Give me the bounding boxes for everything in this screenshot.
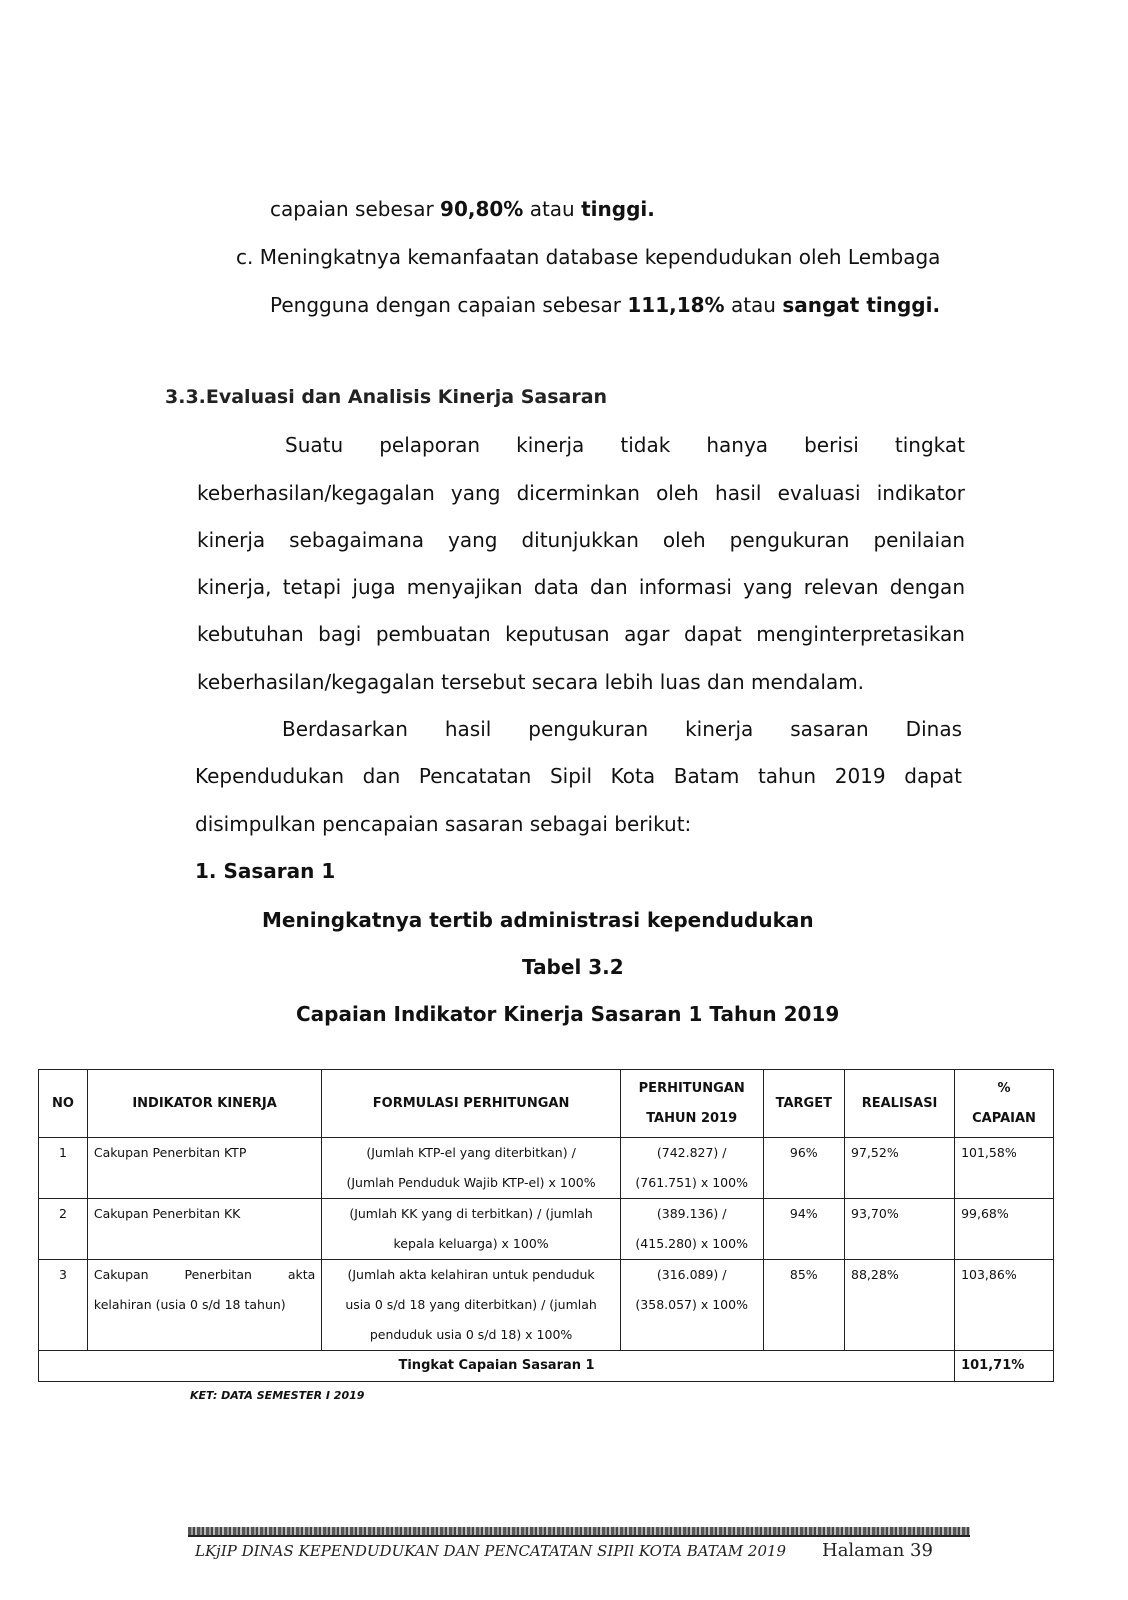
perhitungan-line: (742.827) / (656, 1145, 727, 1160)
footer-document-title: LKjIP DINAS KEPENDUDUKAN DAN PENCATATAN SIPIl KOTA BATAM 2019 (195, 1542, 787, 1560)
para1-line: keberhasilan/kegagalan yang dicerminkan oleh hasil evaluasi indikator (197, 481, 965, 505)
cell-target: 94% (763, 1199, 845, 1260)
list-item-sasaran-1: 1. Sasaran 1 (195, 859, 336, 883)
sasaran-subtitle: Meningkatnya tertib administrasi kependudukan (262, 908, 814, 932)
perhitungan-line: (389.136) / (656, 1206, 727, 1221)
para2-line: Berdasarkan hasil pengukuran kinerja sasaran Dinas (282, 717, 962, 741)
rating-bold: sangat tinggi. (782, 293, 941, 317)
table-label: Tabel 3.2 (522, 955, 624, 979)
intro-line-1 (270, 186, 655, 233)
header-capaian-line2: CAPAIAN (972, 1110, 1036, 1126)
cell-no: 2 (39, 1199, 88, 1260)
formulasi-line: (Jumlah akta kelahiran untuk penduduk (347, 1267, 595, 1282)
header-perhitungan-line2: TAHUN 2019 (646, 1110, 738, 1126)
text: Meningkatnya kemanfaatan database kependudukan oleh Lembaga (259, 245, 941, 269)
cell-realisasi: 97,52% (845, 1138, 955, 1199)
cell-perhitungan (620, 1260, 763, 1351)
para1-line: keberhasilan/kegagalan tersebut secara lebih luas dan mendalam. (197, 670, 865, 694)
cell-realisasi: 93,70% (845, 1199, 955, 1260)
header-realisasi: REALISASI (845, 1070, 955, 1138)
perhitungan-line: (761.751) x 100% (635, 1175, 748, 1190)
cell-capaian: 99,68% (955, 1199, 1054, 1260)
item-c-line-2 (270, 282, 940, 329)
formulasi-line: kepala keluarga) x 100% (393, 1236, 549, 1251)
indikator-line: Cakupan Penerbitan akta (93, 1267, 316, 1282)
formulasi-line: (Jumlah KTP-el yang diterbitkan) / (366, 1145, 576, 1160)
value-bold: 90,80% (440, 197, 524, 221)
para1-line: kinerja, tetapi juga menyajikan data dan informasi yang relevan dengan (197, 575, 965, 599)
item-c-line-1 (236, 234, 940, 281)
para1-line: Suatu pelaporan kinerja tidak hanya berisi tingkat (285, 433, 965, 457)
formulasi-line: (Jumlah KK yang di terbitkan) / (jumlah (349, 1206, 593, 1221)
header-perhitungan-line1: PERHITUNGAN (638, 1080, 745, 1096)
formulasi-line: usia 0 s/d 18 yang diterbitkan) / (jumlah (345, 1297, 597, 1312)
cell-formulasi (322, 1260, 621, 1351)
table-row (39, 1138, 1054, 1199)
cell-perhitungan (620, 1199, 763, 1260)
cell-formulasi (322, 1138, 621, 1199)
total-label: Tingkat Capaian Sasaran 1 (39, 1351, 955, 1382)
cell-indikator: Cakupan Penerbitan KTP (87, 1138, 321, 1199)
table-total-row (39, 1351, 1054, 1382)
cell-capaian: 103,86% (955, 1260, 1054, 1351)
cell-target: 85% (763, 1260, 845, 1351)
perhitungan-line: (358.057) x 100% (635, 1297, 748, 1312)
header-no: NO (39, 1070, 88, 1138)
header-formulasi: FORMULASI PERHITUNGAN (322, 1070, 621, 1138)
cell-target: 96% (763, 1138, 845, 1199)
cell-indikator (87, 1260, 321, 1351)
cell-formulasi (322, 1199, 621, 1260)
cell-indikator: Cakupan Penerbitan KK (87, 1199, 321, 1260)
text: atau (523, 197, 582, 221)
header-capaian-line1: % (997, 1080, 1011, 1096)
header-target: TARGET (763, 1070, 845, 1138)
header-perhitungan (620, 1070, 763, 1138)
total-value: 101,71% (955, 1351, 1054, 1382)
cell-perhitungan (620, 1138, 763, 1199)
rating-bold: tinggi. (581, 197, 655, 221)
table-row (39, 1260, 1054, 1351)
table-note: KET: DATA SEMESTER I 2019 (190, 1389, 365, 1402)
para1-line: kinerja sebagaimana yang ditunjukkan oleh pengukuran penilaian (197, 528, 965, 552)
table-header-row (39, 1070, 1054, 1138)
list-marker: c. (236, 245, 254, 269)
perhitungan-line: (316.089) / (656, 1267, 727, 1282)
cell-realisasi: 88,28% (845, 1260, 955, 1351)
cell-capaian: 101,58% (955, 1138, 1054, 1199)
header-indikator: INDIKATOR KINERJA (87, 1070, 321, 1138)
section-heading: 3.3.Evaluasi dan Analisis Kinerja Sasaran (165, 386, 608, 408)
table-title: Capaian Indikator Kinerja Sasaran 1 Tahun 2019 (296, 1002, 840, 1026)
formulasi-line: penduduk usia 0 s/d 18) x 100% (369, 1327, 573, 1342)
table-row (39, 1199, 1054, 1260)
footer-page-number: Halaman 39 (822, 1540, 933, 1561)
indikator-line: kelahiran (usia 0 s/d 18 tahun) (93, 1297, 286, 1312)
text: Pengguna dengan capaian sebesar (270, 293, 628, 317)
para2-line: Kependudukan dan Pencatatan Sipil Kota Batam tahun 2019 dapat (195, 764, 962, 788)
capaian-table (38, 1069, 1054, 1382)
footer-rule (188, 1527, 970, 1537)
formulasi-line: (Jumlah Penduduk Wajib KTP-el) x 100% (346, 1175, 596, 1190)
cell-no: 1 (39, 1138, 88, 1199)
para1-line: kebutuhan bagi pembuatan keputusan agar dapat menginterpretasikan (197, 622, 965, 646)
perhitungan-line: (415.280) x 100% (635, 1236, 748, 1251)
text: capaian sebesar (270, 197, 441, 221)
para2-line: disimpulkan pencapaian sasaran sebagai berikut: (195, 812, 692, 836)
value-bold: 111,18% (627, 293, 725, 317)
cell-no: 3 (39, 1260, 88, 1351)
text: atau (724, 293, 783, 317)
header-capaian (955, 1070, 1054, 1138)
